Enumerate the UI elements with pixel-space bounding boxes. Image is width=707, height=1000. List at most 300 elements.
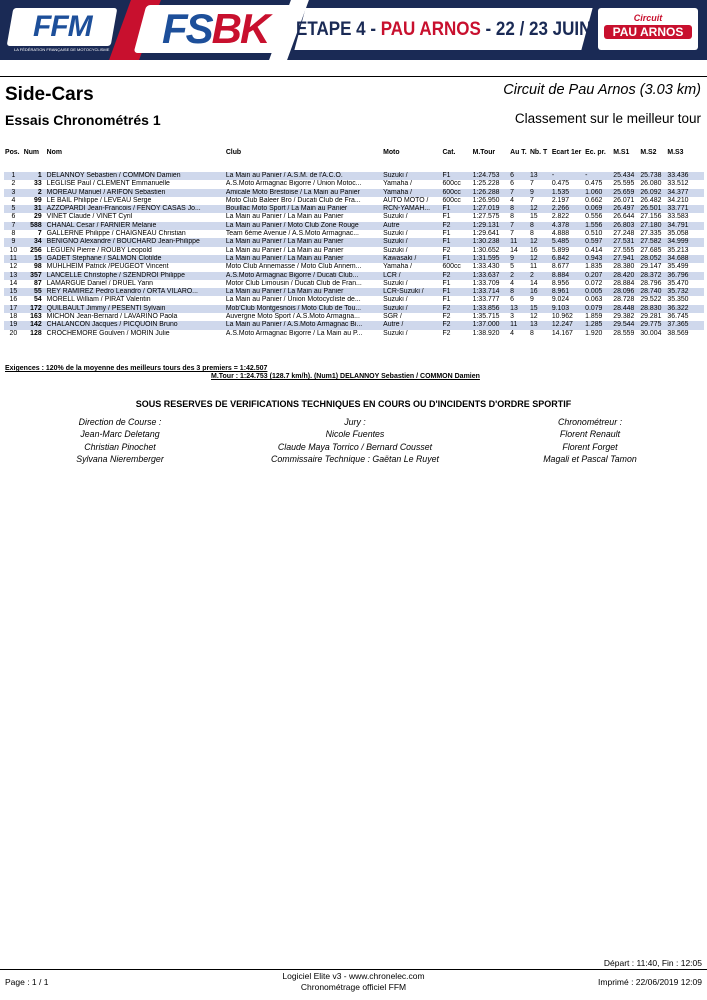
table-cell: 0.414 xyxy=(585,246,603,254)
table-cell: 27.180 xyxy=(639,222,666,230)
table-cell: F1 xyxy=(441,205,471,213)
table-cell: 1:33.777 xyxy=(472,296,500,304)
table-cell: La Main au Panier / A.S.M. de l'A.C.O. xyxy=(225,172,382,180)
table-cell: 34.999 xyxy=(666,238,704,246)
table-cell: 4 xyxy=(510,279,514,287)
table-cell: 256 xyxy=(30,246,42,254)
table-cell: 16 xyxy=(529,288,551,296)
table-cell: 1 xyxy=(4,172,23,180)
table-cell: 29.382 xyxy=(613,313,635,321)
table-cell: 2.822 xyxy=(551,213,570,221)
table-cell: 13 xyxy=(529,321,551,329)
table-cell: GADET Stephane / SALMON Clotilde xyxy=(46,255,225,263)
table-cell: 13 xyxy=(509,305,529,313)
table-cell: MORELL William / PIRAT Valentin xyxy=(46,296,151,304)
table-cell: 1.920 xyxy=(585,329,603,337)
table-cell: 128 xyxy=(30,329,42,337)
circuit-logo-top: Circuit xyxy=(633,13,663,23)
table-cell: 29.522 xyxy=(640,296,662,304)
table-cell: 600cc xyxy=(442,180,461,188)
table-cell: Suzuki / xyxy=(383,213,408,221)
table-cell: F2 xyxy=(442,313,451,321)
table-cell: 2.197 xyxy=(551,196,570,204)
column-header: Ec. pr. xyxy=(585,148,606,156)
table-cell: Yamaha / xyxy=(383,263,413,271)
timekeeper-officials xyxy=(510,416,670,465)
table-cell: 36.796 xyxy=(666,272,704,280)
table-cell: Auvergne Moto Sport / A.S.Moto Armagna... xyxy=(225,313,360,321)
table-cell: 1:26.288 xyxy=(472,189,510,197)
table-cell: F1 xyxy=(441,288,471,296)
table-cell: 28.830 xyxy=(639,305,666,313)
table-cell: 1:38.920 xyxy=(472,329,500,337)
direction-name: Sylvana Nieremberger xyxy=(76,453,164,464)
table-cell: F1 xyxy=(441,255,471,263)
table-cell: 1.835 xyxy=(585,263,603,271)
session-title: Essais Chronométrés 1 xyxy=(5,112,161,128)
direction-name: Jean-Marc Deletang xyxy=(80,429,160,440)
table-cell: 11 xyxy=(4,255,23,263)
table-cell: Suzuki / xyxy=(383,230,408,238)
table-row xyxy=(4,296,704,304)
table-row xyxy=(4,189,704,197)
table-cell: - xyxy=(551,172,584,180)
table-cell: 9 xyxy=(509,255,529,263)
table-cell: 9 xyxy=(529,189,551,197)
table-cell: 28.052 xyxy=(639,255,666,263)
table-cell: LCR-Suzuki / xyxy=(382,288,441,296)
table-row xyxy=(4,321,704,329)
table-cell: 8 xyxy=(509,288,529,296)
table-cell: 8.884 xyxy=(551,272,584,280)
table-cell: 28.096 xyxy=(612,288,639,296)
table-cell: 0.475 xyxy=(551,180,570,188)
table-cell: QUILBAULT Jimmy / PESENTI Sylvain xyxy=(46,305,225,313)
column-header: M.S3 xyxy=(667,148,684,156)
table-cell: La Main au Panier / La Main au Panier xyxy=(225,238,382,246)
table-cell: 31 xyxy=(23,205,46,213)
table-cell: 9.024 xyxy=(551,296,570,304)
table-cell: F2 xyxy=(442,329,451,337)
table-cell: LEGUEN Pierre / ROUBY Leopold xyxy=(46,246,152,254)
table-cell: La Main au Panier / La Main au Panier xyxy=(225,213,344,221)
chrono-name: Florent Forget xyxy=(562,441,618,452)
event-banner xyxy=(0,0,707,60)
table-cell: 1:33.856 xyxy=(472,305,510,313)
reserve-notice: SOUS RESERVES DE VERIFICATIONS TECHNIQUES EN COURS OU D'INCIDENTS D'ORDRE SPORTIF xyxy=(135,399,572,409)
table-cell: 0.597 xyxy=(584,238,612,246)
table-cell: Suzuki / xyxy=(383,296,408,304)
column-header: Num xyxy=(23,148,40,156)
table-cell: 6 xyxy=(11,213,16,221)
table-cell: 0.079 xyxy=(584,305,612,313)
page-number: Page : 1 / 1 xyxy=(5,977,49,987)
table-row xyxy=(4,205,704,213)
table-cell: - xyxy=(584,172,612,180)
table-cell: 16 xyxy=(529,246,538,254)
table-cell: F1 xyxy=(442,279,451,287)
table-cell: 12.247 xyxy=(551,321,584,329)
table-cell: 28.372 xyxy=(639,272,666,280)
table-cell: 0.072 xyxy=(585,279,603,287)
table-cell: Yamaha / xyxy=(382,189,441,197)
table-cell: 1.060 xyxy=(584,189,612,197)
table-cell: 6.842 xyxy=(551,255,584,263)
table-cell: 5.485 xyxy=(551,238,584,246)
fsbk-logo-part-1: FS xyxy=(161,5,212,52)
table-cell: 38.569 xyxy=(667,329,689,337)
etape-label xyxy=(296,18,591,41)
column-header: M.S1 xyxy=(613,148,630,156)
table-cell: Suzuki / xyxy=(383,279,408,287)
table-cell: F2 xyxy=(441,305,471,313)
table-cell: 14 xyxy=(9,279,18,287)
table-cell: 1:33.709 xyxy=(472,279,500,287)
table-cell: Suzuki / xyxy=(382,305,441,313)
ffm-tagline: LA FÉDÉRATION FRANÇAISE DE MOTOCYCLISME xyxy=(14,47,110,52)
table-cell: 36.322 xyxy=(666,305,704,313)
table-cell: 1.535 xyxy=(551,189,584,197)
table-cell: 87 xyxy=(33,279,42,287)
table-cell: 12 xyxy=(529,255,551,263)
table-cell: 20 xyxy=(9,329,18,337)
table-cell: 2 xyxy=(509,272,529,280)
table-cell: 8 xyxy=(11,230,16,238)
table-cell: CROCHEMORE Goulven / MORIN Julie xyxy=(46,329,170,337)
column-header: M.Tour xyxy=(472,148,496,156)
fsbk-logo-part-2: BK xyxy=(211,5,269,52)
table-cell: AUTO MOTO / xyxy=(383,196,429,204)
technical-commissioner: Commissaire Technique : Gaëtan Le Ruyet xyxy=(271,453,439,464)
table-cell: 14.167 xyxy=(551,329,573,337)
table-cell: 3 xyxy=(4,189,23,197)
table-row xyxy=(4,180,704,188)
table-cell: 25.595 xyxy=(613,180,635,188)
table-cell: 1.556 xyxy=(584,222,612,230)
table-cell: 4 xyxy=(11,196,16,204)
table-cell: 4 xyxy=(510,196,514,204)
table-cell: 30.004 xyxy=(640,329,662,337)
table-cell: 4.888 xyxy=(551,230,570,238)
table-cell: 26.501 xyxy=(639,205,666,213)
table-cell: 15 xyxy=(23,255,46,263)
header-rule xyxy=(0,76,707,77)
table-cell: 28.380 xyxy=(613,263,635,271)
table-cell: La Main au Panier / Union Motocycliste de... xyxy=(225,296,361,304)
table-cell: 33 xyxy=(33,180,42,188)
table-cell: 13 xyxy=(529,172,551,180)
best-lap-note: M.Tour : 1:24.753 (128.7 km/h). (Num1) DELANNOY Sebastien / COMMON Damien xyxy=(211,373,480,380)
table-cell: 12 xyxy=(9,263,18,271)
footer-rule xyxy=(0,969,707,970)
table-cell: 15 xyxy=(4,288,23,296)
table-cell: La Main au Panier / La Main au Panier xyxy=(225,288,382,296)
table-cell: 29.544 xyxy=(612,321,639,329)
table-cell: 8 xyxy=(529,329,534,337)
chrono-name: Florent Renault xyxy=(559,429,621,440)
table-cell: 1:31.595 xyxy=(472,255,510,263)
table-cell: 1:33.714 xyxy=(472,288,510,296)
column-header: M.S2 xyxy=(640,148,657,156)
table-cell: 10 xyxy=(9,246,18,254)
table-cell: 15 xyxy=(529,213,538,221)
table-cell: 11 xyxy=(509,238,529,246)
table-cell: 2.266 xyxy=(551,205,584,213)
table-row xyxy=(4,255,704,263)
table-row xyxy=(4,197,704,205)
table-row xyxy=(4,313,704,321)
table-cell: 28.740 xyxy=(639,288,666,296)
table-cell: 0.063 xyxy=(585,296,603,304)
table-cell: 1.285 xyxy=(584,321,612,329)
table-cell: 7 xyxy=(4,222,23,230)
table-cell: 7 xyxy=(529,180,534,188)
table-cell: 1:29.641 xyxy=(472,230,500,238)
table-cell: 7 xyxy=(509,222,529,230)
table-cell: Team 6ème Avenue / A.S.Moto Armagnac... xyxy=(225,230,359,238)
table-cell: 27.335 xyxy=(640,230,662,238)
table-cell: 25.738 xyxy=(639,172,666,180)
table-cell: Yamaha / xyxy=(383,180,413,188)
table-cell: 1:27.575 xyxy=(472,213,500,221)
table-cell: 357 xyxy=(23,272,46,280)
table-cell: 588 xyxy=(23,222,46,230)
table-row xyxy=(4,222,704,230)
table-cell: 14 xyxy=(529,279,538,287)
table-cell: La Main au Panier / A.S.Moto Armagnac Bi... xyxy=(225,321,382,329)
table-cell: 5.899 xyxy=(551,246,570,254)
table-header-row xyxy=(4,146,704,158)
fsbk-logo-text xyxy=(162,5,268,53)
table-cell: 1.859 xyxy=(585,313,603,321)
table-row xyxy=(4,280,704,288)
table-cell: AZZOPARDI Jean-Francois / FENOY CASAS Jo... xyxy=(46,205,225,213)
table-cell: 25.659 xyxy=(612,189,639,197)
table-cell: F1 xyxy=(442,230,451,238)
table-cell: 26.080 xyxy=(640,180,662,188)
race-direction-officials xyxy=(35,416,205,465)
table-cell: Mob'Club Montgesnois / Moto Club de Tou... xyxy=(225,305,382,313)
table-cell: GALLERNE Philippe / CHAIGNEAU Christian xyxy=(46,230,186,238)
table-cell: 37.365 xyxy=(666,321,704,329)
table-cell: 1:26.950 xyxy=(472,196,500,204)
table-cell: 35.350 xyxy=(667,296,689,304)
table-cell: 12 xyxy=(529,205,551,213)
ranking-label: Classement sur le meilleur tour xyxy=(514,111,701,126)
table-cell: 600cc xyxy=(442,196,461,204)
table-cell: 6 xyxy=(510,296,514,304)
table-row xyxy=(4,230,704,238)
table-cell: 16 xyxy=(9,296,18,304)
table-cell: 28.448 xyxy=(612,305,639,313)
table-cell: Moto Club Annemasse / Moto Club Annem... xyxy=(225,263,362,271)
table-cell: F2 xyxy=(441,321,471,329)
table-cell: 14 xyxy=(510,246,518,254)
table-cell: 27.531 xyxy=(612,238,639,246)
table-cell: 6 xyxy=(509,172,529,180)
table-cell: F1 xyxy=(442,213,451,221)
table-cell: 33.436 xyxy=(666,172,704,180)
table-cell: Bouillac Moto Sport / La Main au Panier xyxy=(225,205,382,213)
circuit-logo xyxy=(598,8,698,50)
column-header: Nom xyxy=(46,148,62,156)
table-cell: BENIGNO Alexandre / BOUCHARD Jean-Philippe xyxy=(46,238,225,246)
table-cell: 98 xyxy=(33,263,42,271)
table-cell: 35.732 xyxy=(666,288,704,296)
table-cell: A.S.Moto Armagnac Bigorre / Union Motoc... xyxy=(225,180,362,188)
table-cell: 34.210 xyxy=(667,196,689,204)
table-row xyxy=(4,172,704,180)
jury-name: Nicole Fuentes xyxy=(325,429,385,440)
table-cell: 1:33.637 xyxy=(472,272,510,280)
results-table xyxy=(4,146,704,338)
column-header: Club xyxy=(225,148,242,156)
table-cell: 18 xyxy=(9,313,18,321)
table-cell: RCN-YAMAH... xyxy=(382,205,441,213)
table-cell: 4.378 xyxy=(551,222,584,230)
table-cell: 8.677 xyxy=(551,263,570,271)
table-cell: 600cc xyxy=(441,189,471,197)
table-cell: La Main au Panier / La Main au Panier xyxy=(225,246,344,254)
table-cell: 36.745 xyxy=(667,313,689,321)
table-cell: 0.556 xyxy=(585,213,603,221)
jury-role: Jury : xyxy=(344,417,366,427)
table-cell: 27.685 xyxy=(640,246,662,254)
table-cell: 29.281 xyxy=(640,313,662,321)
table-cell: 8 xyxy=(510,213,514,221)
table-cell: 29 xyxy=(33,213,42,221)
table-cell: CHANAL Cesar / FARNIER Melanie xyxy=(46,222,225,230)
table-cell: 8 xyxy=(529,230,534,238)
table-cell: 5 xyxy=(510,263,514,271)
table-cell: LAMARGUE Daniel / DRUEL Yann xyxy=(46,279,153,287)
table-cell: 28.420 xyxy=(612,272,639,280)
table-cell: 8 xyxy=(529,222,551,230)
table-cell: 9 xyxy=(529,296,534,304)
table-cell: 27.582 xyxy=(639,238,666,246)
table-cell: 2 xyxy=(529,272,551,280)
table-cell: 7 xyxy=(37,230,42,238)
direction-role: Direction de Course : xyxy=(78,417,162,427)
table-cell: A.S.Moto Armagnac Bigorre / La Main au P... xyxy=(225,329,363,337)
table-cell: 172 xyxy=(23,305,46,313)
table-cell: 27.555 xyxy=(613,246,635,254)
table-cell: 29.775 xyxy=(639,321,666,329)
table-cell: 8.956 xyxy=(551,279,570,287)
table-cell: 1:29.131 xyxy=(472,222,510,230)
table-cell: LCR / xyxy=(382,272,441,280)
direction-name: Christian Pinochet xyxy=(84,441,156,452)
table-cell: 1:33.430 xyxy=(472,263,500,271)
jury-officials xyxy=(220,416,490,465)
table-cell: F2 xyxy=(441,222,471,230)
table-cell: VINET Claude / VINET Cyril xyxy=(46,213,133,221)
table-cell: 29.147 xyxy=(640,263,662,271)
table-cell: 7 xyxy=(510,230,514,238)
table-cell: 27.156 xyxy=(640,213,662,221)
table-cell: F1 xyxy=(442,296,451,304)
table-cell: 55 xyxy=(23,288,46,296)
table-cell: 1:30.652 xyxy=(472,246,500,254)
table-cell: Suzuki / xyxy=(382,172,441,180)
table-cell: La Main au Panier / La Main au Panier xyxy=(225,255,382,263)
table-cell: 54 xyxy=(33,296,42,304)
etape-prefix: ETAPE 4 - xyxy=(295,17,381,40)
table-cell: 12 xyxy=(529,238,551,246)
circuit-name: Circuit de Pau Arnos (3.03 km) xyxy=(503,82,701,98)
table-cell: 19 xyxy=(4,321,23,329)
table-cell: 26.482 xyxy=(640,196,662,204)
table-cell: Suzuki / xyxy=(383,246,408,254)
table-cell: F2 xyxy=(442,246,451,254)
table-cell: 3 xyxy=(510,313,514,321)
table-cell: Motor Club Limousin / Ducati Club de Fran... xyxy=(225,279,362,287)
table-cell: 26.071 xyxy=(613,196,635,204)
table-cell: 26.803 xyxy=(612,222,639,230)
table-cell: 35.499 xyxy=(667,263,689,271)
table-row xyxy=(4,213,704,221)
table-cell: La Main au Panier / Moto Club Zone Rouge xyxy=(225,222,382,230)
table-cell: Autre xyxy=(382,222,441,230)
table-cell: 33.512 xyxy=(667,180,689,188)
table-cell: 1:30.238 xyxy=(472,238,510,246)
table-cell: 28.796 xyxy=(640,279,662,287)
table-row xyxy=(4,272,704,280)
table-cell: 34.377 xyxy=(666,189,704,197)
table-cell: 5 xyxy=(4,205,23,213)
table-cell: A.S.Moto Armagnac Bigorre / Ducati Club... xyxy=(225,272,382,280)
chrono-role: Chronométreur : xyxy=(557,417,623,427)
print-timestamp: Imprimé : 22/06/2019 12:09 xyxy=(598,977,702,987)
exigences-note: Exigences : 120% de la moyenne des meilleurs tours des 3 premiers = 1:42.507 xyxy=(5,365,268,372)
table-cell: 600cc xyxy=(442,263,461,271)
table-cell: 26.092 xyxy=(639,189,666,197)
etape-place: PAU ARNOS xyxy=(380,17,481,40)
table-cell: 12 xyxy=(529,313,538,321)
table-cell: 9.103 xyxy=(551,305,584,313)
table-cell: Autre / xyxy=(382,321,441,329)
table-cell: 8 xyxy=(509,205,529,213)
table-cell: F2 xyxy=(441,272,471,280)
table-gap-row xyxy=(4,158,704,172)
table-cell: 1 xyxy=(23,172,46,180)
table-cell: 7 xyxy=(509,189,529,197)
table-row xyxy=(4,263,704,271)
software-line-2: Chronométrage officiel FFM xyxy=(300,982,407,992)
table-cell: SGR / xyxy=(383,313,402,321)
chrono-name: Magali et Pascal Tamon xyxy=(543,453,637,464)
table-cell: 1:24.753 xyxy=(472,172,510,180)
table-cell: 25.434 xyxy=(612,172,639,180)
table-cell: 0.475 xyxy=(585,180,603,188)
table-cell: 17 xyxy=(4,305,23,313)
table-body xyxy=(4,158,704,338)
column-header: Cat. xyxy=(442,148,456,156)
table-cell: 35.213 xyxy=(667,246,689,254)
table-cell: 35.058 xyxy=(667,230,689,238)
table-cell: 1:25.228 xyxy=(472,180,500,188)
table-cell: 1:35.715 xyxy=(472,313,500,321)
table-row xyxy=(4,247,704,255)
table-cell: 28.884 xyxy=(613,279,635,287)
fsbk-logo xyxy=(134,5,297,53)
column-header: Moto xyxy=(383,148,400,156)
jury-name: Claude Maya Torrico / Bernard Cousset xyxy=(277,441,433,452)
circuit-logo-name: PAU ARNOS xyxy=(604,25,692,39)
table-cell: 26.497 xyxy=(612,205,639,213)
table-cell: MOREAU Manuel / ARIFON Sebastien xyxy=(46,189,225,197)
table-cell: 28.728 xyxy=(613,296,635,304)
